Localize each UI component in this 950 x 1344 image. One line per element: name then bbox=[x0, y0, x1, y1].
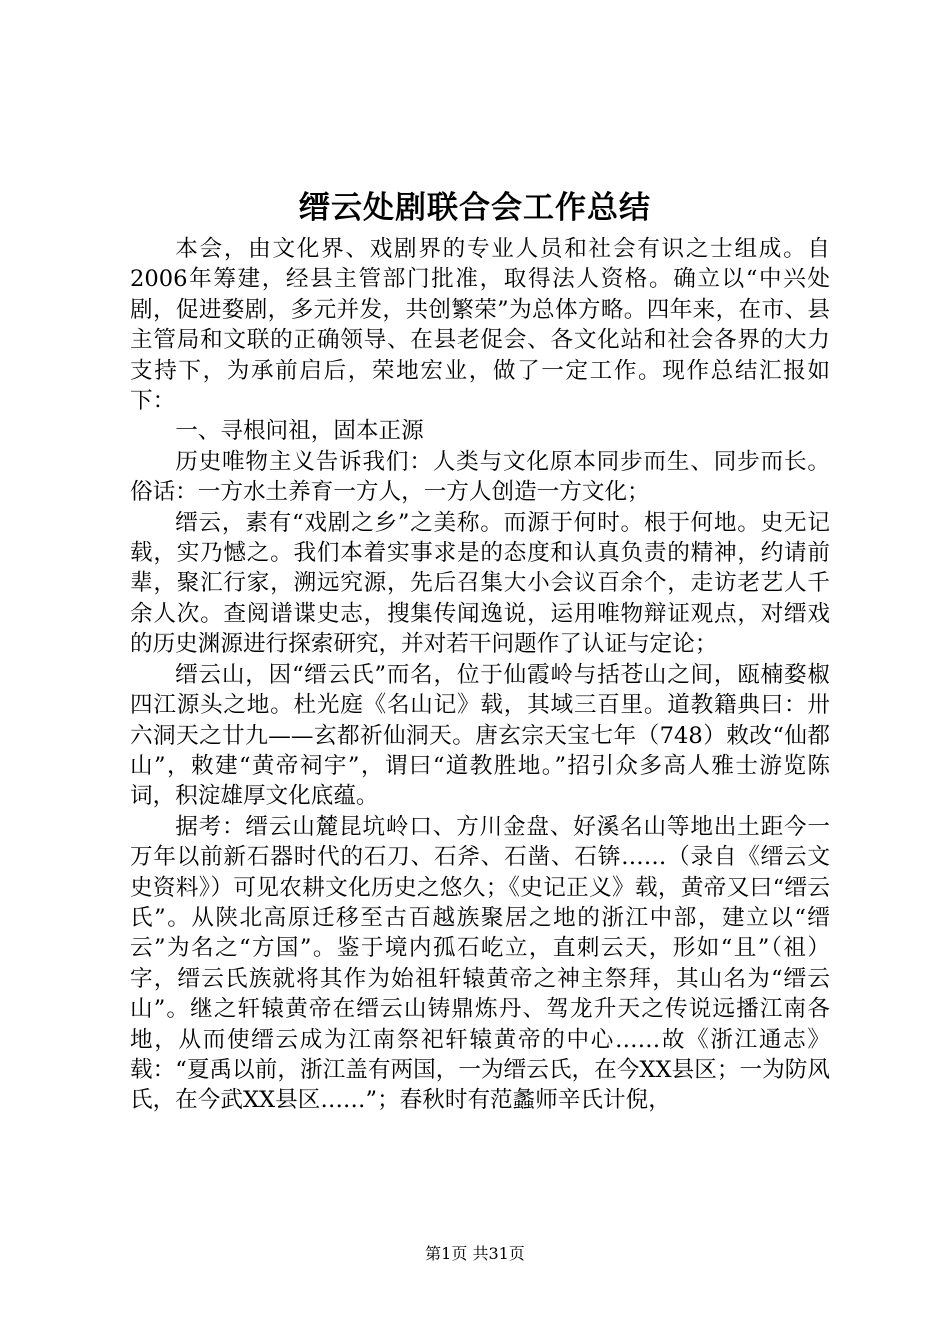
paragraph: 缙云，素有“戏剧之乡”之美称。而源于何时。根于何地。史无记载，实乃憾之。我们本着实事求是的态度和认真负责的精神，约请前辈，聚汇行家，溯远究源，先后召集大小会议百余个，走访老艺人千余人次。查阅谱谍史志，搜集传闻逸说，运用唯物辩证观点，对缙戏的历史渊源进行探索研究，并对若干问题作了认证与定论； bbox=[130, 509, 830, 658]
paragraph: 历史唯物主义告诉我们：人类与文化原本同步而生、同步而长。俗话：一方水土养育一方人，一方人创造一方文化； bbox=[130, 448, 830, 506]
document-title: 缙云处剧联合会工作总结 bbox=[299, 190, 651, 226]
page-number-footer: 第1页 共31页 bbox=[425, 1244, 525, 1263]
section-heading: 一、寻根问祖，固本正源 bbox=[175, 418, 424, 445]
paragraph: 缙云山，因“缙云氏”而名，位于仙霞岭与括苍山之间，瓯楠婺椒四江源头之地。杜光庭《名山记》载，其域三百里。道教籍典曰：卅六洞天之廿九——玄都祈仙洞天。唐玄宗天宝七年（748）敕改“仙都山”，敕建“黄帝祠宇”，谓曰“道教胜地。”招引众多高人雅士游览陈词，积淀雄厚文化底蕴。 bbox=[130, 661, 830, 810]
paragraph: 据考：缙云山麓昆坑岭口、方川金盘、好溪名山等地出土距今一万年以前新石器时代的石刀、石斧、石凿、石锛……（录自《缙云文史资料》）可见农耕文化历史之悠久；《史记正义》载，黄帝又曰“缙云氏”。从陕北高原迁移至古百越族聚居之地的浙江中部，建立以“缙云”为名之“方国”。鉴于境内孤石屹立，直刺云天，形如“且”（祖）字，缙云氏族就将其作为始祖轩辕黄帝之神主祭拜，其山名为“缙云山”。继之轩辕黄帝在缙云山铸鼎炼丹、驾龙升天之传说远播江南各地，从而使缙云成为江南祭祀轩辕黄帝的中心……故《浙江通志》载：“夏禹以前，浙江盖有两国，一为缙云氏，在今XX县区；一为防风氏，在今武XX县区……”；春秋时有范蠡师辛氏计倪， bbox=[130, 813, 830, 1114]
document-body bbox=[130, 234, 830, 1116]
paragraph-intro: 本会，由文化界、戏剧界的专业人员和社会有识之士组成。自2006年筹建，经县主管部门批准，取得法人资格。确立以“中兴处剧，促进婺剧，多元并发，共创繁荣”为总体方略。四年来，在市、县主管局和文联的正确领导、在县老促会、各文化站和社会各界的大力支持下，为承前启后，荣地宏业，做了一定工作。现作总结汇报如下： bbox=[130, 236, 830, 415]
